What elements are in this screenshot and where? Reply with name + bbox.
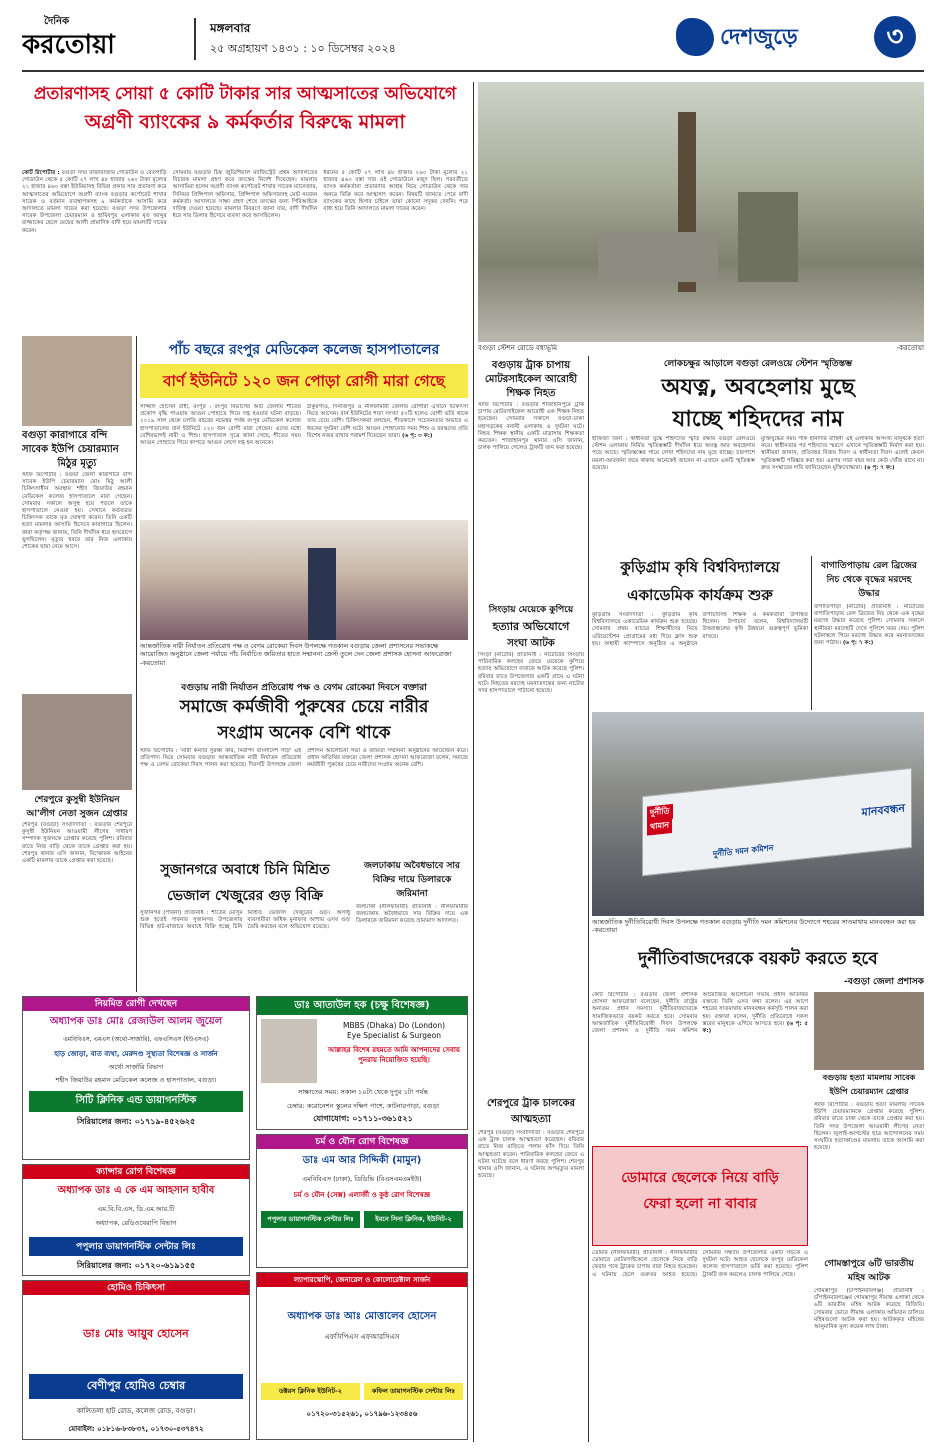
murder-body: সিংড়া (নাটোর) প্রতিনিধি : নাটোরের সিংড়ায় পারিবারিক কলহের জেরে মেয়েকে কুপিয়ে হত্যার অভিযোগে বাবাকে আটক করেছে পুলিশ। রবিবার রাতে উপজেলার একটি গ্রামে এ ঘটনা ঘটে। নিহতের মরদেহ ময়নাতদন্তের জন্য নাটোর সদর হাসপাতালে পাঠানো হয়েছে। <box>478 652 584 695</box>
masthead-rule <box>22 70 924 72</box>
banner-text3: মানববন্ধন <box>861 801 905 820</box>
rmc-body1: সাজ্জাদ হোসেন রাহী, রংপুর : রংপুর বিভাগের আট জেলায় শীতের প্রকোপ বৃদ্ধি পাওয়ায় আগুন পোহাতে গিয়ে দগ্ধ হওয়ার ঘটনা বাড়ছে। ২০১৯ সাল থেকে চলতি বছরের নভেম্বর পর্যন্ত রংপুর মেডিকেল কলেজ হাসপাতালের বার্ন ইউনিটে ১২০ জন রোগী মারা গেছেন। এদের মধ্যে বেশিরভাগই নারী ও শিশু। হাসপাতাল সূত্রে জানা গেছে, শীতের সময় আগুন পোহাতে গিয়ে কাপড়ে আগুন লেগে দগ্ধ হন অনেকে। <box>140 404 301 447</box>
ad-eye <box>256 996 468 1130</box>
officer-figure <box>308 548 336 640</box>
person1-caption1: বগুড়া কারাগারে বন্দি <box>22 430 108 441</box>
bagati-title1: বাগাতিপাড়ায় রেল ব্রিজের <box>821 561 917 571</box>
gomosta-title2: মহিষ আটক <box>847 1273 891 1283</box>
sherpur-title1: শেরপুরে ট্রাক চালকের <box>486 1098 575 1109</box>
sar-title1: জলঢাকায় অবৈধভাবে সার <box>363 861 460 871</box>
sar-title2: বিক্রির দায়ে ডিলারকে <box>372 875 452 885</box>
gomosta-title1: গোমস্তাপুরে ৬টি ভারতীয় <box>824 1259 914 1269</box>
masthead-date: ২৫ অগ্রহায়ণ ১৪৩১ : ১০ ডিসেম্বর ২০২৪ <box>210 42 396 55</box>
story1-body1: বগুড়া সদর রাজাবাজার গোডাউন ও বেতগাড়ি গোডাউন থেকে ৫ কোটি ২৭ লাখ ৪৮ হাজার ২৬০ টাকা মূল্যের ২১ হাজার ৪৬০ বস্তা ইউরিয়াসহ বিভিন্ন প্রকার সার প্রতারণা করে আত্মসাতের অভিযোগে অগ্রণী ব্যাংক বগুড়ার কর্পোরেট শাখার সাবেক ও বর্তমান ব্যবস্থাপকসহ ৯ কর্মকর্তাকে আসামি করে আদালতে মামলা দায়ের করা হয়েছে। বগুড়া সদর উপজেলার সাবেক উপজেলা চেয়ারম্যান ও হাবিবপুর এলাকার মৃত আব্দুর রাজ্জাকের ছেলে মেছের আলী প্রামাণিক বাদী হয়ে মামলাটি দায়ের করেন। <box>22 170 167 234</box>
shaheed-title1: অযত্ন, অবহেলায় মুছে <box>661 375 855 400</box>
ad4-addr: চেম্বার: করোনেশন স্কুলের দক্ষিণ পাশে, কাটনারপাড়া, বগুড়া <box>287 1102 439 1110</box>
bagati-body <box>814 604 924 710</box>
rmc-pageref: (৬ পৃ: ৩ ক:) <box>402 432 433 439</box>
women-body: স্টাফ রিপোর্টার : 'নারী কন্যার সুরক্ষা করি, নিরাপদ বাংলাদেশ গড়ি' এই প্রতিপাদ্য নিয়ে সোমবার বগুড়ায় আন্তর্জাতিক নারী নির্যাতন প্রতিরোধ পক্ষ ও বেগম রোকেয়া দিবস পালন করা হয়েছে। দিবসটি উপলক্ষে জেলা প্রশাসন আলোচনা সভা ও জয়িতা সম্মাননা অনুষ্ঠানের আয়োজন করে। প্রধান অতিথির বক্তব্যে জেলা প্রশাসক হোসনা আফরোজা বলেন, সমাজে কর্মজীবী পুরুষের চেয়ে নারীদের সংগ্রাম অনেক বেশি। <box>140 748 468 769</box>
ad1-clinic: সিটি ক্লিনিক এন্ড ডায়াগনস্টিক <box>29 1091 243 1112</box>
photo1-caption: বগুড়া স্টেশন রোডে বধ্যভূমি <box>478 344 557 352</box>
story1-body2: সোমবার বগুড়ার চিফ জুডিশিয়াল ম্যাজিস্ট্রেট প্রথম আদালতের বিচারক মামলা গ্রহণ করে তদন্তের নির্দেশ দিয়েছেন। মামলার আসামিরা হলেন অগ্রণী ব্যাংক কর্পোরেট শাখার সাবেক ম্যানেজার, সিনিয়র প্রিন্সিপাল অফিসার, প্রিন্সিপাল অফিসারসহ মোট নয়জন কর্মকর্তা। আদালতে সাক্ষ্য গ্রহণ শেষে তদন্তের জন্য পিবিআইকে দায়িত্ব দেওয়া হয়েছে। মামলার বিবরণে জানা যায়, বাদী দীর্ঘদিন ধরে সার ডিলার হিসেবে ব্যবসা করে আসছিলেন। <box>172 170 318 220</box>
person2-photo <box>22 694 132 790</box>
rmc-title: বার্ণ ইউনিটে ১২০ জন পোড়া রোগী মারা গেছে <box>163 372 445 390</box>
ad4-photo <box>261 1019 317 1083</box>
human-chain-photo <box>592 712 924 916</box>
women-kicker: বগুড়ায় নারী নির্যাতন প্রতিরোধ পক্ষ ও বেগম রোকেয়া দিবসে বক্তারা <box>181 683 427 693</box>
motorcycle-title3: শিক্ষক নিহত <box>506 388 556 399</box>
ad5-spec: চর্ম ও যৌন (সেক্স) এলার্জী ও কুষ্ঠ রোগ বিশেষজ্ঞ <box>293 1191 431 1199</box>
column-rule <box>136 336 137 992</box>
person3-photo <box>814 992 924 1070</box>
ad2-center: পপুলার ডায়াগনস্টিক সেন্টার লিঃ <box>29 1237 243 1256</box>
memorial-steps <box>598 232 718 282</box>
domar-title2: ফেরা হলো না বাবার <box>643 1196 757 1212</box>
bagati-title2: নিচ থেকে বৃদ্ধের মরদেহ <box>826 575 912 585</box>
masthead-logo: করতোয়া <box>22 30 115 60</box>
gur-body: সুজানগর (পাবনা) প্রতিনিধি : শীতের মৌসুম শুরু হতেই পাবনার সুজানগর উপজেলার বিভিন্ন হাট-বাজারে অবাধে বিক্রি হচ্ছে চিনি মিশ্রিত ভেজাল খেজুরের গুড়। অসাধু ব্যবসায়ীরা অধিক মুনাফার আশায় এসব গুড় তৈরি করছেন বলে অভিযোগ রয়েছে। <box>140 910 350 931</box>
ad6-deg: এফসিপিএস এফআরসিএস <box>324 1333 400 1341</box>
person1-photo <box>22 336 132 426</box>
masthead-prefix: দৈনিক <box>44 16 70 27</box>
domar-body: ডোমার (নীলফামারী) প্রতিনিধি : নীলফামারীর ডোমারে মোটরসাইকেলে ছেলেকে নিয়ে বাড়ি ফেরার পথে ট্রাকের চাপায় বাবা নিহত হয়েছেন। এ ঘটনায় ছেলে গুরুতর আহত হয়েছে। সোমবার সন্ধ্যায় উপজেলার একটি সড়কে এ দুর্ঘটনা ঘটে। আহত ছেলেকে রংপুর মেডিকেল কলেজ হাসপাতালে ভর্তি করা হয়েছে। পুলিশ ট্রাকটি জব্দ করলেও চালক পালিয়ে গেছে। <box>592 1250 808 1278</box>
column-rule <box>473 82 474 1442</box>
person2-caption2: আ'লীগ নেতা সুজন গ্রেপ্তার <box>26 809 128 819</box>
ad4-time: সাক্ষাতের সময়: সকাল ১০টা থেকে দুপুর ১টা পর্যন্ত <box>298 1088 428 1096</box>
ad6-top: ল্যাপারস্কোপি, জেনারেল ও কোলোরেক্টাল সার্জন <box>257 1273 467 1287</box>
ad6-name: অধ্যাপক ডাঃ আঃ মোত্তালেব হোসেন <box>287 1311 437 1322</box>
ad3-addr: কালিতলা হাট রোড, কলেজ রোড, বগুড়া। <box>76 1407 196 1415</box>
sherpur-title2: আত্মহত্যা <box>511 1114 551 1125</box>
ad5-c2: ইবনে সিনা ক্লিনিক, ইউনিট-২ <box>364 1211 463 1228</box>
ad-skin <box>256 1134 468 1268</box>
rmc-body2: ঠাকুরগাঁও, দিনাজপুর ও নীলফামারী জেলার রোগীরা এখানে চিকিৎসা নিতে আসেন। বার্ন ইউনিটের শয্যা সংখ্যা ৫০টি হলেও রোগী ভর্তি থাকে তার চেয়ে বেশি। চিকিৎসকরা বলছেন, শীতকালে সচেতনতার অভাবে এ ধরনের দুর্ঘটনা বেশি ঘটে। আগুন পোহানোর সময় শিশু ও বয়স্কদের প্রতি বিশেষ নজর রাখার পরামর্শ দিয়েছেন তারা। <box>307 404 468 439</box>
ad4-phone: যোগাযোগ: ০১৭১১-৩৬১৫২১ <box>313 1114 413 1123</box>
ad3-phone: মোবাইল: ০১৮১৬-৮৩৮৩৭, ০১৭৩০-৫৩৭৪৭২ <box>68 1425 204 1433</box>
person3-body: স্টাফ রিপোর্টার : বগুড়ায় হত্যা মামলায় সাবেক ইউপি চেয়ারম্যানকে গ্রেপ্তার করেছে পুলিশ। রবিবার রাতে ঢাকা থেকে তাকে গ্রেপ্তার করা হয়। তিনি সদর উপজেলা আওয়ামী লীগের নেতা ছিলেন। জুলাই-আগস্টের ছাত্র আন্দোলনের সময় সংঘটিত হত্যাকাণ্ডের মামলায় তাকে আসামি করা হয়েছে। <box>814 1102 924 1152</box>
boycott-body-text: কোর্ট রিপোর্টার : বগুড়ার জেলা প্রশাসক হোসনা আফরোজা বলেছেন, দুর্নীতি রাষ্ট্রের অন্যতম প্রধান সমস্যা। দুর্নীতিবাজদেরকে সামাজিকভাবে বয়কট করতে হবে। সোমবার আন্তর্জাতিক দুর্নীতিবিরোধী দিবস উপলক্ষে জেলা প্রশাসন ও দুর্নীতি দমন কমিশন আয়োজিত আলোচনা সভায় প্রধান অতিথির বক্তব্যে তিনি এসব কথা বলেন। এর আগে শহরের সাতমাথায় মানববন্ধন কর্মসূচি পালন করা হয়। বক্তারা বলেন, দুর্নীতি প্রতিরোধে সকল স্তরের মানুষকে এগিয়ে আসতে হবে। <box>592 992 808 1035</box>
column-rule <box>811 556 812 710</box>
ad3-top: হোমিও চিকিৎসা <box>23 1281 249 1295</box>
shaheed-pageref: (৬ পৃ: ৭ ক:) <box>864 464 895 471</box>
photo3-caption <box>592 918 924 942</box>
sar-body: জলঢাকা (নীলফামারী) প্রতিনিধি : নীলফামারীর জলঢাকায় অবৈধভাবে সার বিক্রির দায়ে এক ডিলারকে জরিমানা করেছে ভ্রাম্যমাণ আদালত। <box>356 904 468 925</box>
page-number: ৩ <box>874 16 916 58</box>
jayita-photo <box>140 520 468 640</box>
motorcycle-body: স্টাফ রিপোর্টার : বগুড়ার শাজাহানপুরে ট্রাক চাপায় মোটরসাইকেল আরোহী এক শিক্ষক নিহত হয়েছেন। সোমবার সকালে বগুড়া-ঢাকা মহাসড়কের বনানী এলাকায় এ দুর্ঘটনা ঘটে। নিহত শিক্ষক স্থানীয় একটি মাদ্রাসায় শিক্ষকতা করতেন। শাজাহানপুর থানার ওসি জানান, চালক পালিয়ে গেলেও ট্রাকটি জব্দ করা হয়েছে। <box>478 402 584 452</box>
women-title2: সংগ্রাম অনেক বেশি থাকে <box>217 723 391 743</box>
banner-text2: থামান <box>647 818 672 836</box>
person3-caption2: ইউপি চেয়ারম্যান গ্রেপ্তার <box>829 1087 909 1096</box>
ad1-deg: এমবিবিএস, এমএস (অর্থো-সার্জারি), এফএসিএস (ইউএসএ) <box>63 1036 209 1043</box>
sherpur-body: শেরপুর (বগুড়া) সংবাদদাতা : বগুড়ার শেরপুরে এক ট্রাক চালক আত্মহত্যা করেছেন। রবিবার রাতে নিজ বাড়িতে গলায় ফাঁস দিয়ে তিনি আত্মহত্যা করেন। পারিবারিক কলহের জেরে এ ঘটনা ঘটেছে বলে ধারণা করছে পুলিশ। শেরপুর থানার ওসি জানান, এ ঘটনায় অপমৃত্যুর মামলা হয়েছে। <box>478 1130 584 1180</box>
ad3-center: বেণীপুর হোমিও চেম্বার <box>29 1374 243 1399</box>
ad2-top: ক্যান্সার রোগ বিশেষজ্ঞ <box>23 1165 249 1179</box>
memorial-photo <box>478 82 924 342</box>
shaheed-body2: মুক্তিযুদ্ধের সময় পাক হানাদার বাহিনী এই এলাকায় অসংখ্য মানুষকে হত্যা করে। স্বাধীনতার পর শহিদদের স্মরণে এখানে স্মৃতিস্তম্ভটি নির্মাণ করা হয়। স্থানীয়রা জানান, প্রতিবছর বিজয় দিবস ও স্বাধীনতা দিবস এলেই কেবল স্মৃতিস্তম্ভটি পরিষ্কার করা হয়। এরপর সারা বছর আর কেউ খোঁজ রাখে না। দ্রুত সংস্কারের দাবি জানিয়েছেন মুক্তিযোদ্ধারা। <box>761 436 924 471</box>
headline-line2: অগ্রণী ব্যাংকের ৯ কর্মকর্তার বিরুদ্ধে মামলা <box>85 111 405 133</box>
shaheed-title2: যাচ্ছে শহিদদের নাম <box>672 407 844 432</box>
ad1-hosp: শহীদ জিয়াউর রহমান মেডিকেল কলেজ ও হাসপাতাল, বগুড়া। <box>55 1076 217 1084</box>
ad2-name: অধ্যাপক ডাঃ এ কে এম আহসান হাবীব <box>57 1185 215 1196</box>
kurigram-body: কুড়িগ্রাম সংবাদদাতা : কুড়িগ্রাম কৃষি বিশ্ববিদ্যালয়ে একাডেমিক কার্যক্রম শুরু হয়েছে। সোমবার প্রথম ব্যাচের শিক্ষার্থীদের নিয়ে ওরিয়েন্টেশন প্রোগ্রামের মধ্য দিয়ে ক্লাস শুরু হয়। অস্থায়ী ক্যাম্পাসে অনুষ্ঠিত এ অনুষ্ঠানে উপাচার্যসহ শিক্ষক ও কর্মকর্তারা উপস্থিত ছিলেন। উপাচার্য বলেন, বিশ্ববিদ্যালয়টি উত্তরাঞ্চলের কৃষি উন্নয়নে গুরুত্বপূর্ণ ভূমিকা রাখবে। <box>592 612 808 647</box>
ad2-deg: এম.বি.বি.এস, ডি.এম.আর.টি <box>97 1205 175 1213</box>
gomosta-body: গোমস্তাপুর (চাঁপাইনবাবগঞ্জ) প্রতিনিধি : চাঁপাইনবাবগঞ্জের গোমস্তাপুর সীমান্ত এলাকা থেকে ৬টি ভারতীয় মহিষ আটক করেছে বিজিবি। সোমবার ভোরে সীমান্ত এলাকায় অভিযান চালিয়ে মহিষগুলো আটক করা হয়। আটককৃত মহিষের আনুমানিক মূল্য কয়েক লাখ টাকা। <box>814 1288 924 1331</box>
rmc-body <box>140 404 468 516</box>
person1-caption2: সাবেক ইউপি চেয়ারম্যান <box>22 444 119 455</box>
bagati-body-text: বাগাতিপাড়া (নাটোর) প্রতিনিধি : নাটোরের বাগাতিপাড়ায় রেল ব্রিজের নিচ থেকে এক বৃদ্ধের মরদেহ উদ্ধার করেছে পুলিশ। সোমবার সকালে স্থানীয়রা মরদেহটি দেখে পুলিশে খবর দেয়। পুলিশ ঘটনাস্থলে গিয়ে মরদেহ উদ্ধার করে ময়নাতদন্তের জন্য পাঠায়। <box>814 604 924 647</box>
person3-caption1: বগুড়ায় হত্যা মামলায় সাবেক <box>822 1073 916 1082</box>
gur-title2: ভেজাল খেজুরের গুড় বিক্রি <box>166 888 324 904</box>
ad4-name: ডাঃ আতাউল হক (চক্ষু বিশেষজ্ঞ) <box>257 997 467 1015</box>
murder-title: হত্যার অভিযোগে <box>492 620 570 633</box>
banner <box>642 768 912 876</box>
story1-lead: কোর্ট রিপোর্টার : <box>22 170 60 176</box>
ad-cancer <box>22 1164 250 1276</box>
ad5-deg: এমবিবিএস (ঢাকা), ডিডিভি (বিএসএমএমইউ) <box>302 1175 422 1183</box>
story-fertilizer <box>22 82 468 327</box>
motorcycle-title1: বগুড়ায় ট্রাক চাপায় <box>491 360 571 371</box>
person1-body: স্টাফ রিপোর্টার : বগুড়া জেলা কারাগারে বন্দি সাবেক ইউপি চেয়ারম্যান মোঃ মিঠু আলী চিকিৎসাধীন অবস্থায় শহীদ জিয়াউর রহমান মেডিকেল কলেজ হাসপাতালে মারা গেছেন। সোমবার সকালে অসুস্থ হয়ে পড়লে তাকে হাসপাতালে নেওয়া হয়। সেখানে কর্তব্যরত চিকিৎসক তাকে মৃত ঘোষণা করেন। তিনি একটি হত্যা মামলার আসামি হিসেবে কারাগারে ছিলেন। কারা কর্তৃপক্ষ জানায়, তিনি দীর্ঘদিন ধরে হৃদরোগে ভুগছিলেন। মৃত্যুর খবরে তার নিজ এলাকায় শোকের ছায়া নেমে আসে। <box>22 472 132 551</box>
person2-body: শেরপুর (বগুড়া) সংবাদদাতা : বগুড়ার শেরপুরে কুসুম্বী ইউনিয়ন আওয়ামী লীগের সাধারণ সম্পাদক সুজনকে গ্রেপ্তার করেছে পুলিশ। রবিবার রাতে নিজ বাড়ি থেকে তাকে গ্রেপ্তার করা হয়। শেরপুর থানার ওসি জানান, বিস্ফোরক আইনের একটি মামলায় তাকে গ্রেপ্তার করা হয়েছে। <box>22 822 132 865</box>
ad2-dept: অধ্যাপক, রেডিওথেরাপি বিভাগ <box>95 1219 177 1227</box>
photo1-credit: -করতোয়া <box>896 344 924 352</box>
bangladesh-map-icon <box>676 18 714 56</box>
ad6-c1: ডক্টরস ক্লিনিক ইউনিট-২ <box>261 1383 360 1400</box>
ad4-deg2: Eye Specialist & Surgeon <box>347 1031 441 1040</box>
ad-homeo <box>22 1280 250 1440</box>
ad1-top: নিয়মিত রোগী দেখছেন <box>23 997 249 1011</box>
photo2-caption <box>140 642 468 676</box>
boycott-body <box>592 992 808 1138</box>
gur-title1: সুজানগরে অবাধে চিনি মিশ্রিত <box>160 862 330 878</box>
ad1-phone: সিরিয়ালের জন্য: ০১৭১৯-৪৫২৬২৫ <box>76 1117 196 1126</box>
ad4-welcome: আল্লাহর বিশেষ রহমতে আমি আপনাদের সেবায় পুনরায় নিয়োজিত হয়েছি। <box>327 1046 461 1064</box>
boycott-pageref: (৬ পৃ: ৫ ক:) <box>702 1020 808 1035</box>
motorcycle-title2: মোটরসাইকেল আরোহী <box>484 374 578 385</box>
ad-orthopedic <box>22 996 250 1160</box>
ad1-name: অধ্যাপক ডাঃ মোঃ রেজাউল আলম জুয়েল <box>49 1016 223 1027</box>
ad1-spec: হাড় জোড়া, বাত ব্যথা, মেরুদণ্ড সুস্থ্যতা বিশেষজ্ঞ ও সার্জন <box>54 1050 218 1058</box>
photo2-credit: -করতোয়া <box>140 658 166 667</box>
section-title: দেশজুড়ে <box>720 25 798 50</box>
person2-caption1: শেরপুরে কুসুম্বী ইউনিয়ন <box>34 795 120 805</box>
ad6-phone: ০১৭২০-৩১৫২৬১, ০১৭৯৬-১২৩৪৫৬ <box>306 1410 418 1418</box>
boycott-byline: -বগুড়া জেলা প্রশাসক <box>844 977 924 987</box>
boycott-title: দুর্নীতিবাজদেরকে বয়কট করতে হবে <box>638 949 878 969</box>
banner-text4: দুর্নীতি দমন কমিশন <box>713 843 774 859</box>
masthead-divider <box>194 18 196 60</box>
shaheed-kicker: লোকচক্ষুর আড়ালে বগুড়া রেলওয়ে স্টেশন স্মৃতিস্তম্ভ <box>663 359 853 369</box>
photo3-credit: -করতোয়া <box>592 926 618 935</box>
ad6-c2: কফিল ডায়াগনস্টিক সেন্টার লিঃ <box>364 1383 463 1400</box>
ad3-name: ডাঃ মোঃ আয়ুব হোসেন <box>83 1327 189 1340</box>
ad2-phone: সিরিয়ালের জন্য: ০১৭২০-৬১৯১৫৫ <box>76 1261 196 1270</box>
photo3-caption-text: আন্তর্জাতিক দুর্নীতিবিরোধী দিবস উপলক্ষে গতকাল বগুড়ায় দুর্নীতি দমন কমিশনের উদ্যোগে শহরের সাতমাথায় মানববন্ধন করা হয় <box>592 918 916 926</box>
ad4-deg1: MBBS (Dhaka) Do (London) <box>342 1021 446 1030</box>
bagati-pageref: (৬ পৃ: ৭ ক:) <box>842 640 874 647</box>
column-rule <box>588 356 589 1442</box>
banner-text1: দুর্নীতি <box>647 804 673 822</box>
domar-box <box>592 1146 808 1246</box>
shaheed-body <box>592 436 924 554</box>
kurigram-title2: একাডেমিক কার্যক্রম শুরু <box>627 586 773 604</box>
ad5-top: চর্ম ও যৌন রোগ বিশেষজ্ঞ <box>257 1135 467 1149</box>
ad1-dept: অর্থো সার্জারি বিভাগ <box>108 1063 164 1071</box>
rmc-kicker: পাঁচ বছরে রংপুর মেডিকেল কলেজ হাসপাতালের <box>168 342 440 358</box>
memorial-pillar <box>738 192 798 282</box>
photo2-caption-text: আন্তর্জাতিক নারী নির্যাতন প্রতিরোধ পক্ষ ও বেগম রোকেয়া দিবস উপলক্ষে গতকাল বগুড়ায় জেলা প্রশাসনের সভাকক্ষে আয়োজিত অনুষ্ঠানে জেলা পর্যায়ে পাঁচ নির্বাচিত জয়িতার হাতে সম্মাননা ক্রেস্ট তুলে দেন জেলা প্রশাসক হোসনা আফরোজা <box>140 642 452 659</box>
kurigram-title1: কুড়িগ্রাম কৃষি বিশ্ববিদ্যালয়ে <box>620 558 780 576</box>
domar-title1: ডোমারে ছেলেকে নিয়ে বাড়ি <box>621 1170 779 1186</box>
ad5-c1: পপুলার ডায়াগনস্টিক সেন্টার লিঃ <box>261 1211 360 1228</box>
murder-kicker: সিংড়ায় মেয়েকে কুপিয়ে <box>488 605 574 615</box>
story1-body3: ধরনের ৫ কোটি ২৭ লাখ ৪৮ হাজার ২৬০ টাকা মূল্যের ২১ হাজার ৪৬০ বস্তা সার ওই গোডাউনে মজুদ ছিল। পরবর্তীতে ব্যাংক কর্মকর্তারা প্রতারণার আশ্রয় নিয়ে গোডাউন থেকে সার অন্যত্র বিক্রি করে আত্মসাৎ করেন। বিষয়টি জানতে পেরে বাদী ব্যাংকের কাছে হিসাব চাইলে তারা কোনো সদুত্তর দেননি। পরে বাধ্য হয়ে তিনি আদালতে মামলা দায়ের করেন। <box>323 170 468 213</box>
masthead <box>22 10 924 68</box>
headline-line1: প্রতারণাসহ সোয়া ৫ কোটি টাকার সার আত্মসাতের অভিযোগে <box>33 84 457 104</box>
murder-sub: সংঘা আটক <box>507 638 555 649</box>
women-title1: সমাজে কর্মজীবী পুরুষের চেয়ে নারীর <box>179 697 429 717</box>
ad-surgeon <box>256 1272 468 1440</box>
person1-caption3: মিঠুর মৃত্যু <box>57 458 97 469</box>
rmc-title-box <box>140 364 468 398</box>
sar-title3: জরিমানা <box>396 889 428 899</box>
ad5-name: ডাঃ এম আর সিদ্দিকী (মামুন) <box>302 1155 422 1166</box>
shaheed-body1: হাফিজা বিনা : স্বাধীনতা যুদ্ধে শহিদদের স্মৃতি রক্ষায় বগুড়া রেলওয়ে স্টেশন এলাকায় নির্মিত স্মৃতিস্তম্ভটি দীর্ঘদিন ধরে অযত্ন আর অবহেলায় পড়ে আছে। স্মৃতিস্তম্ভের গায়ে লেখা শহিদদের নাম মুছে যাচ্ছে। চারপাশে ময়লা-আবর্জনা জমে থাকায় অনেকেই জানেন না এখানে একটি স্মৃতিস্তম্ভ রয়েছে। <box>592 436 755 471</box>
bagati-title3: উদ্ধার <box>858 589 880 599</box>
masthead-day: মঙ্গলবার <box>210 21 251 35</box>
